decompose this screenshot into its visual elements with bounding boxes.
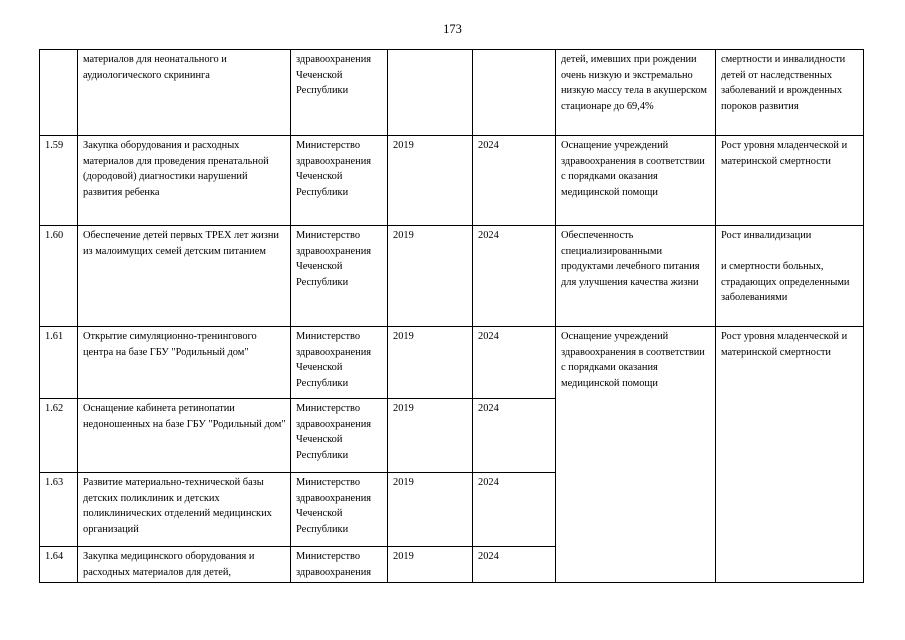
cell-indicator: Обеспеченность специализированными продуктами лечебного питания для улучшения качества жизни bbox=[556, 226, 716, 327]
table-row bbox=[40, 327, 864, 399]
cell-number bbox=[40, 50, 78, 136]
cell-end-year: 2024 bbox=[473, 136, 556, 226]
cell-indicator: Оснащение учреждений здравоохранения в соответствии с порядками оказания медицинской помощи bbox=[556, 136, 716, 226]
cell-number: 1.61 bbox=[40, 327, 78, 399]
cell-measure-name: Открытие симуляционно-тренингового центра на базе ГБУ "Родильный дом" bbox=[78, 327, 291, 399]
cell-start-year: 2019 bbox=[388, 226, 473, 327]
cell-end-year: 2024 bbox=[473, 327, 556, 399]
table-row bbox=[40, 136, 864, 226]
cell-number: 1.62 bbox=[40, 399, 78, 473]
cell-start-year: 2019 bbox=[388, 473, 473, 547]
page-number: 173 bbox=[443, 22, 462, 36]
cell-start-year bbox=[388, 50, 473, 136]
cell-end-year: 2024 bbox=[473, 547, 556, 583]
cell-executor: Министерство здравоохранения Чеченской Республики bbox=[291, 327, 388, 399]
cell-end-year: 2024 bbox=[473, 226, 556, 327]
cell-executor: Министерство здравоохранения Чеченской Республики bbox=[291, 136, 388, 226]
cell-measure-name: Закупка оборудования и расходных материалов для проведения пренатальной (дородовой) диагностики нарушений развития ребенка bbox=[78, 136, 291, 226]
cell-executor: Министерство здравоохранения bbox=[291, 547, 388, 583]
cell-start-year: 2019 bbox=[388, 547, 473, 583]
cell-measure-name: материалов для неонатального и аудиологического скрининга bbox=[78, 50, 291, 136]
cell-measure-name: Закупка медицинского оборудования и расходных материалов для детей, bbox=[78, 547, 291, 583]
cell-executor: здравоохранения Чеченской Республики bbox=[291, 50, 388, 136]
cell-end-year: 2024 bbox=[473, 399, 556, 473]
cell-executor: Министерство здравоохранения Чеченской Республики bbox=[291, 473, 388, 547]
cell-consequence bbox=[716, 226, 864, 327]
cell-start-year: 2019 bbox=[388, 327, 473, 399]
cell-indicator: Оснащение учреждений здравоохранения в соответствии с порядками оказания медицинской помощи bbox=[556, 327, 716, 583]
consequence-line: Рост инвалидизации bbox=[721, 230, 812, 241]
cell-number: 1.63 bbox=[40, 473, 78, 547]
cell-measure-name: Развитие материально-технической базы детских поликлиник и детских поликлинических отделений медицинских организаций bbox=[78, 473, 291, 547]
cell-number: 1.60 bbox=[40, 226, 78, 327]
cell-indicator: детей, имевших при рождении очень низкую и экстремально низкую массу тела в акушерском стационаре до 69,4% bbox=[556, 50, 716, 136]
cell-measure-name: Оснащение кабинета ретинопатии недоношенных на базе ГБУ "Родильный дом" bbox=[78, 399, 291, 473]
consequence-line: и смертности больных, страдающих определенными заболеваниями bbox=[721, 261, 850, 304]
cell-end-year: 2024 bbox=[473, 473, 556, 547]
cell-number: 1.59 bbox=[40, 136, 78, 226]
cell-executor: Министерство здравоохранения Чеченской Республики bbox=[291, 226, 388, 327]
cell-start-year: 2019 bbox=[388, 136, 473, 226]
table-row bbox=[40, 50, 864, 136]
cell-consequence: Рост уровня младенческой и материнской смертности bbox=[716, 136, 864, 226]
cell-consequence: Рост уровня младенческой и материнской смертности bbox=[716, 327, 864, 583]
measures-table bbox=[39, 49, 864, 583]
cell-executor: Министерство здравоохранения Чеченской Республики bbox=[291, 399, 388, 473]
cell-end-year bbox=[473, 50, 556, 136]
cell-start-year: 2019 bbox=[388, 399, 473, 473]
cell-measure-name: Обеспечение детей первых ТРЕХ лет жизни из малоимущих семей детским питанием bbox=[78, 226, 291, 327]
cell-consequence: смертности и инвалидности детей от наследственных заболеваний и врожденных пороков развития bbox=[716, 50, 864, 136]
cell-number: 1.64 bbox=[40, 547, 78, 583]
table-row bbox=[40, 226, 864, 327]
